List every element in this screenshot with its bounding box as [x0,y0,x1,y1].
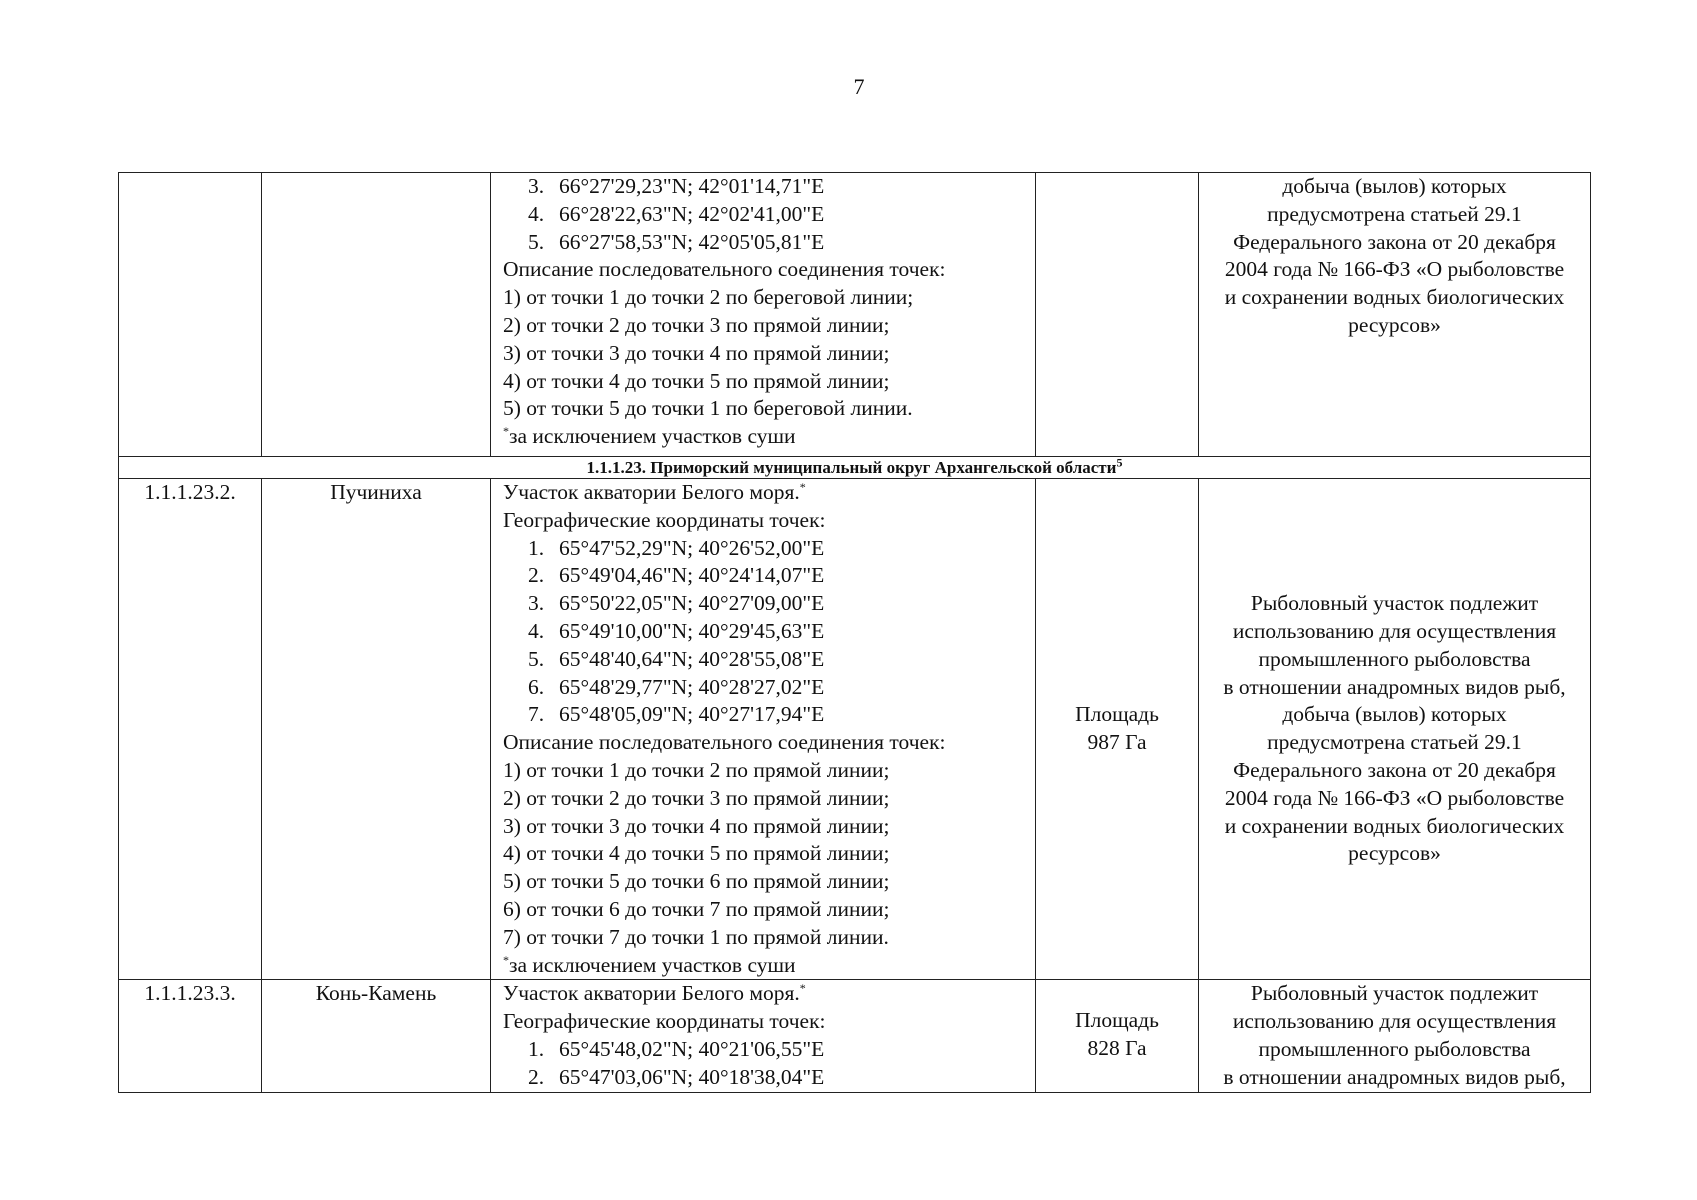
connection-line: 3) от точки 3 до точки 4 по прямой линии; [503,340,890,365]
cell-notes [1199,980,1591,1092]
coordinate-line: 5. 65°48'40,64"N; 40°28'55,08"E [528,646,825,671]
connection-line: 1) от точки 1 до точки 2 по прямой линии; [503,757,890,782]
area-label: Площадь [1075,702,1159,727]
page-number: 7 [853,74,865,99]
notes-line: 2004 года № 166-ФЗ «О рыболовстве [1224,257,1565,282]
connection-line: 2) от точки 2 до точки 3 по прямой линии; [503,785,890,810]
coordinate-list [503,173,1035,256]
notes-line: предусмотрена статьей 29.1 [1267,730,1522,755]
connection-line: 3) от точки 3 до точки 4 по прямой линии; [503,813,890,838]
section-header-row [119,457,1591,479]
connection-line: 4) от точки 4 до точки 5 по прямой линии; [503,841,890,866]
cell-name [262,173,491,457]
connection-line: 6) от точки 6 до точки 7 по прямой линии; [503,896,890,921]
cell-description [491,980,1036,1092]
cell-description [491,479,1036,980]
coordinate-line: 1. 65°45'48,02"N; 40°21'06,55"E [528,1036,825,1061]
area-value: 987 Га [1087,730,1147,755]
notes-line: в отношении анадромных видов рыб, [1223,1064,1566,1089]
connection-line: 5) от точки 5 до точки 6 по прямой линии; [503,869,890,894]
notes-line: Рыболовный участок подлежит [1250,591,1539,616]
coordinate-line: 2. 65°49'04,46"N; 40°24'14,07"E [528,563,825,588]
notes-line: в отношении анадромных видов рыб, [1223,674,1566,699]
coordinate-line: 3. 66°27'29,23"N; 42°01'14,71"E [528,174,825,198]
connection-heading: Описание последовательного соединения точек: [503,257,946,282]
notes-line: ресурсов» [1348,841,1441,866]
area-title: Участок акватории Белого моря.* [503,981,806,1006]
connection-line: 2) от точки 2 до точки 3 по прямой линии; [503,312,890,337]
coordinate-line: 5. 66°27'58,53"N; 42°05'05,81"E [528,229,825,254]
cell-notes [1199,479,1591,980]
coordinate-line: 4. 65°49'10,00"N; 40°29'45,63"E [528,618,825,643]
table-row [119,479,1591,980]
notes-line: промышленного рыболовства [1258,1036,1531,1061]
notes-line: использованию для осуществления [1232,1009,1557,1034]
table-row [119,980,1591,1092]
footnote-line: *за исключением участков суши [503,424,796,449]
cell-area [1036,479,1199,980]
coordinate-line: 2. 65°47'03,06"N; 40°18'38,04"E [528,1064,825,1089]
coordinate-line: 6. 65°48'29,77"N; 40°28'27,02"E [528,674,825,699]
cell-area [1036,173,1199,457]
connection-line: 7) от точки 7 до точки 1 по прямой линии. [503,924,889,949]
coords-heading: Географические координаты точек: [503,1009,826,1034]
cell-notes [1199,173,1591,457]
cell-name: Пучиниха [262,479,491,980]
coordinate-line: 4. 66°28'22,63"N; 42°02'41,00"E [528,201,825,226]
notes-line: и сохранении водных биологических [1224,813,1565,838]
section-title: 1.1.1.23. Приморский муниципальный округ Архангельской области$^5$ [119,457,1591,479]
cell-number [119,173,262,457]
coords-heading: Географические координаты точек: [503,507,826,532]
notes-line: Рыболовный участок подлежит [1250,981,1539,1006]
connection-line: 5) от точки 5 до точки 1 по береговой линии. [503,396,913,421]
footnote-line: *за исключением участков суши [503,952,796,977]
cell-number: 1.1.1.23.3. [119,980,262,1092]
notes-line: предусмотрена статьей 29.1 [1267,201,1522,226]
area-label: Площадь [1075,1008,1159,1033]
connection-line: 4) от точки 4 до точки 5 по прямой линии; [503,368,890,393]
notes-line: добыча (вылов) которых [1282,702,1507,727]
area-title: Участок акватории Белого моря.* [503,479,806,504]
table-row-continuation [119,173,1591,457]
connection-line: 1) от точки 1 до точки 2 по береговой линии; [503,285,914,310]
coordinate-line: 7. 65°48'05,09"N; 40°27'17,94"E [528,702,825,727]
connection-heading: Описание последовательного соединения точек: [503,730,946,755]
notes-line: ресурсов» [1348,312,1441,337]
notes-line: промышленного рыболовства [1258,646,1531,671]
notes-line: Федерального закона от 20 декабря [1233,757,1556,782]
cell-name: Конь-Камень [262,980,491,1092]
cell-description [491,173,1036,457]
fishing-areas-table [118,172,1591,1093]
cell-number: 1.1.1.23.2. [119,479,262,980]
cell-area [1036,980,1199,1092]
notes-line: и сохранении водных биологических [1224,285,1565,310]
coordinate-line: 3. 65°50'22,05"N; 40°27'09,00"E [528,591,825,616]
notes-line: 2004 года № 166-ФЗ «О рыболовстве [1224,785,1565,810]
notes-line: добыча (вылов) которых [1282,174,1507,198]
area-value: 828 Га [1087,1036,1147,1061]
notes-line: Федерального закона от 20 декабря [1233,229,1556,254]
coordinate-line: 1. 65°47'52,29"N; 40°26'52,00"E [528,535,825,560]
notes-line: использованию для осуществления [1232,618,1557,643]
